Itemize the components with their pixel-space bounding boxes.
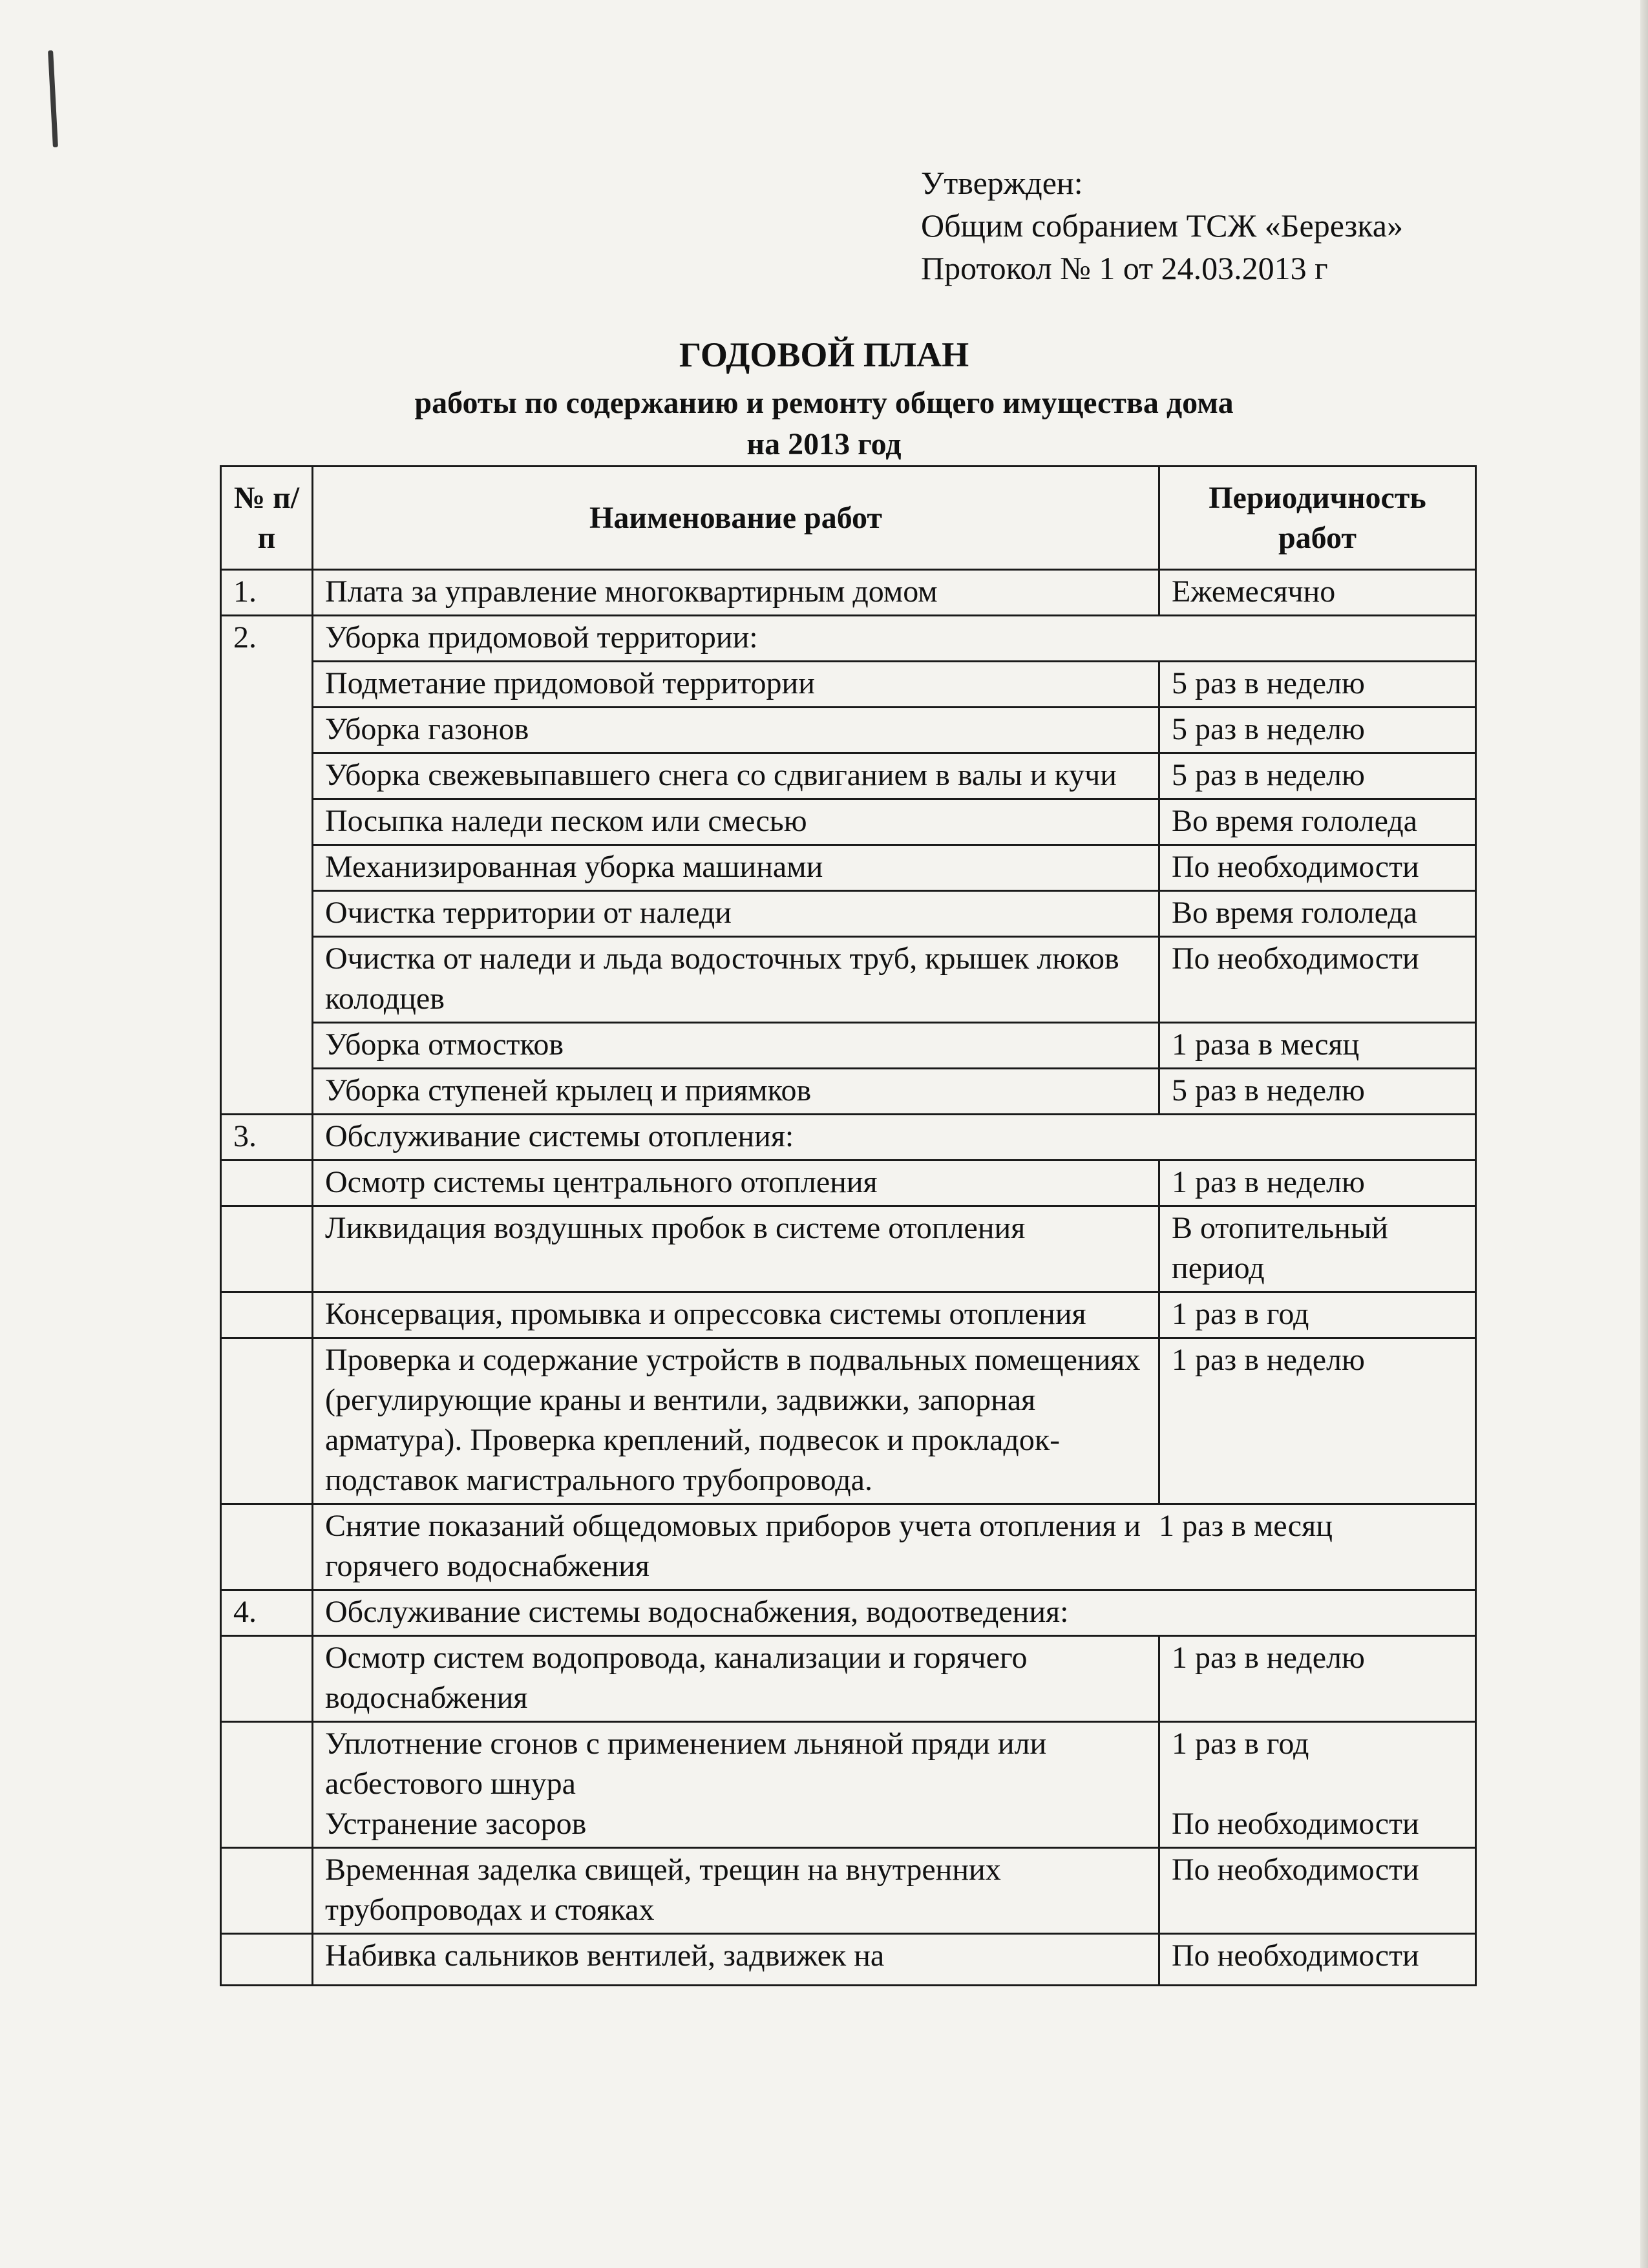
row-period: 1 раз в год: [1172, 1727, 1309, 1761]
header-name: Наименование работ: [313, 467, 1159, 570]
row-num: [221, 1934, 313, 1986]
row-period-combined: [1159, 1722, 1476, 1848]
approval-block: [921, 162, 1403, 289]
row-name: Уборка придомовой территории:: [313, 616, 1476, 662]
approval-line-1: Утвержден:: [921, 165, 1083, 201]
row-num: [221, 1636, 313, 1722]
table-row: [221, 616, 1476, 662]
row-period: 5 раз в неделю: [1159, 708, 1476, 753]
table-row: [221, 1722, 1476, 1848]
row-period: 1 раза в месяц: [1159, 1023, 1476, 1069]
document-title: ГОДОВОЙ ПЛАН: [679, 335, 969, 374]
row-name: Осмотр систем водопровода, канализации и горячего водоснабжения: [313, 1636, 1159, 1722]
row-name: Уборка газонов: [313, 708, 1159, 753]
table-header-row: [221, 467, 1476, 570]
table-row: [221, 1023, 1476, 1069]
table-row: [221, 845, 1476, 891]
approval-line-2: Общим собранием ТСЖ «Березка»: [921, 207, 1403, 244]
row-period: В отопительный период: [1159, 1206, 1476, 1292]
row-num: 2.: [221, 616, 313, 1115]
row-period: 1 раз в год: [1159, 1292, 1476, 1338]
row-name: Обслуживание системы водоснабжения, водоотведения:: [313, 1590, 1476, 1636]
row-num: [221, 1722, 313, 1848]
row-period: 5 раз в неделю: [1159, 662, 1476, 708]
row-period: Во время гололеда: [1159, 799, 1476, 845]
header-period: Периодичность работ: [1159, 467, 1476, 570]
row-num: 3.: [221, 1115, 313, 1160]
plan-table: [220, 465, 1477, 1986]
table-row: [221, 1934, 1476, 1986]
table-row: [221, 662, 1476, 708]
document-year: на 2013 год: [746, 427, 902, 461]
table-row: [221, 891, 1476, 937]
row-name: Осмотр системы центрального отопления: [313, 1160, 1159, 1206]
scan-mark: [48, 50, 58, 147]
row-period: 1 раз в неделю: [1159, 1338, 1476, 1504]
row-num: [221, 1160, 313, 1206]
row-period: 1 раз в месяц: [1159, 1509, 1333, 1543]
row-name: Уборка ступеней крылец и приямков: [313, 1069, 1159, 1115]
row-name: Механизированная уборка машинами: [313, 845, 1159, 891]
table-row: [221, 753, 1476, 799]
row-name-and-period: [313, 1504, 1476, 1590]
header-num: № п/п: [221, 467, 313, 570]
row-name: Очистка от наледи и льда водосточных труб, крышек люков колодцев: [313, 937, 1159, 1023]
row-period: 1 раз в неделю: [1159, 1160, 1476, 1206]
table-row: [221, 708, 1476, 753]
row-name: Ликвидация воздушных пробок в системе отопления: [313, 1206, 1159, 1292]
row-name: Очистка территории от наледи: [313, 891, 1159, 937]
table-row: [221, 1069, 1476, 1115]
row-num: [221, 1338, 313, 1504]
row-name: Посыпка наледи песком или смесью: [313, 799, 1159, 845]
row-period: 1 раз в неделю: [1159, 1636, 1476, 1722]
row-name-combined: [313, 1722, 1159, 1848]
row-num: 4.: [221, 1590, 313, 1636]
period-spacer: [1172, 1764, 1463, 1804]
table-row: [221, 1636, 1476, 1722]
row-period: По необходимости: [1159, 845, 1476, 891]
row-num: 1.: [221, 570, 313, 616]
row-name: Подметание придомовой территории: [313, 662, 1159, 708]
row-name: Уборка отмостков: [313, 1023, 1159, 1069]
row-num: [221, 1504, 313, 1590]
row-name: Снятие показаний общедомовых приборов учета отопления и горячего водоснабжения: [325, 1509, 1141, 1583]
row-num: [221, 1206, 313, 1292]
row-num: [221, 1292, 313, 1338]
row-name: Набивка сальников вентилей, задвижек на: [313, 1934, 1159, 1986]
table-row: [221, 1292, 1476, 1338]
table-row: [221, 1590, 1476, 1636]
table-row: [221, 799, 1476, 845]
row-num: [221, 1848, 313, 1934]
row-period: По необходимости: [1172, 1807, 1419, 1841]
table-row: [221, 1338, 1476, 1504]
table-row: [221, 1206, 1476, 1292]
row-name: Плата за управление многоквартирным домом: [313, 570, 1159, 616]
table-row: [221, 1115, 1476, 1160]
table-row: [221, 1160, 1476, 1206]
table-row: [221, 1504, 1476, 1590]
row-period: Во время гололеда: [1159, 891, 1476, 937]
row-name: Консервация, промывка и опрессовка системы отопления: [313, 1292, 1159, 1338]
row-name: Уборка свежевыпавшего снега со сдвиганием в валы и кучи: [313, 753, 1159, 799]
row-name: Обслуживание системы отопления:: [313, 1115, 1476, 1160]
row-period: 5 раз в неделю: [1159, 1069, 1476, 1115]
row-name: Проверка и содержание устройств в подвальных помещениях (регулирующие краны и вентили, задвижки, запорная арматура). Проверка креплений, подвесок и прокладок-подставок магистрального трубопровода.: [313, 1338, 1159, 1504]
row-period: 5 раз в неделю: [1159, 753, 1476, 799]
approval-line-3: Протокол № 1 от 24.03.2013 г: [921, 250, 1328, 286]
row-period: По необходимости: [1159, 1934, 1476, 1986]
table-row: [221, 1848, 1476, 1934]
table-row: [221, 937, 1476, 1023]
row-name: Уплотнение сгонов с применением льняной пряди или асбестового шнура: [325, 1727, 1047, 1801]
row-name: Временная заделка свищей, трещин на внутренних трубопроводах и стояках: [313, 1848, 1159, 1934]
row-name: Устранение засоров: [325, 1807, 587, 1841]
document-subtitle: работы по содержанию и ремонту общего имущества дома: [414, 386, 1234, 420]
table-row: [221, 570, 1476, 616]
row-period: По необходимости: [1159, 1848, 1476, 1934]
row-period: Ежемесячно: [1159, 570, 1476, 616]
row-period: По необходимости: [1159, 937, 1476, 1023]
